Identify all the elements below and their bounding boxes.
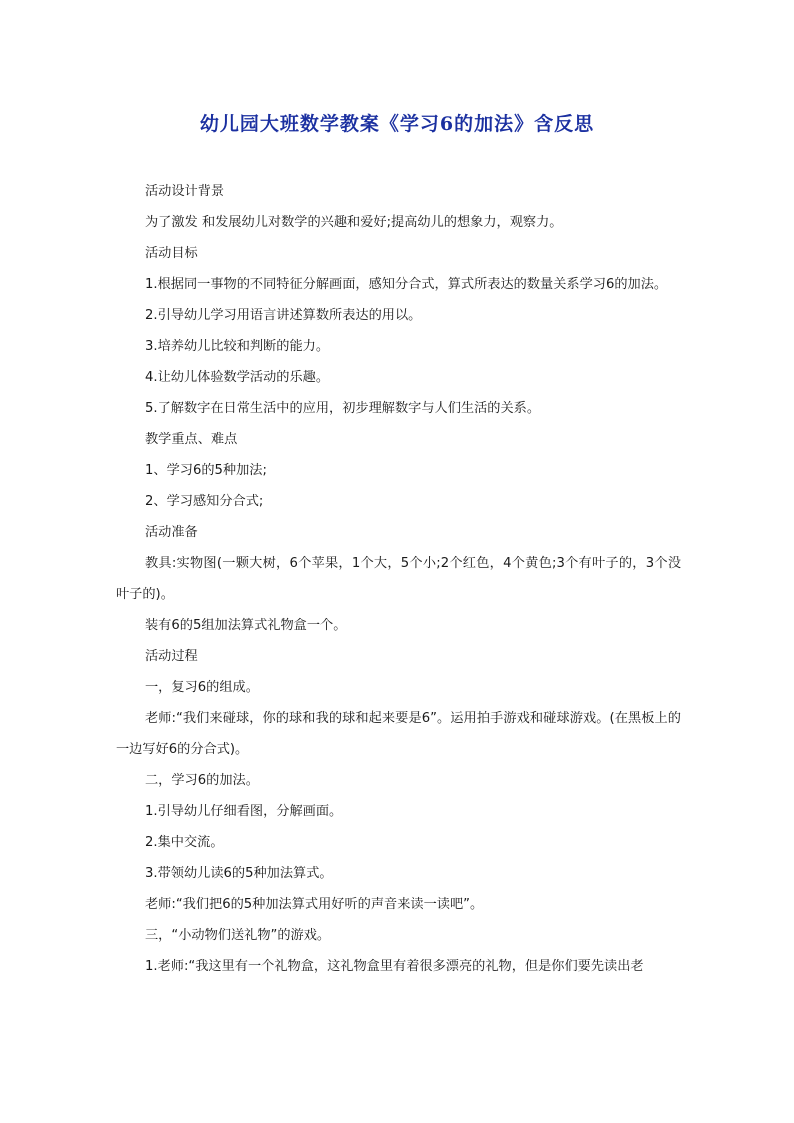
paragraph: 一，复习6的组成。 [145,680,259,695]
paragraph: 3.培养幼儿比较和判断的能力。 [145,339,330,354]
paragraph: 5.了解数字在日常生活中的应用，初步理解数字与人们生活的关系。 [145,401,541,416]
document-title: 幼儿园大班数学教案《学习6的加法》含反思 [199,113,595,135]
paragraph: 活动准备 [145,525,198,540]
paragraph: 二，学习6的加法。 [145,773,259,788]
paragraph: 活动过程 [145,649,198,664]
paragraph: 4.让幼儿体验数学活动的乐趣。 [145,370,330,385]
paragraph: 为了激发 和发展幼儿对数学的兴趣和爱好;提高幼儿的想象力，观察力。 [145,215,563,230]
paragraph: 2.引导幼儿学习用语言讲述算数所表达的用以。 [145,308,422,323]
paragraph: 活动目标 [145,246,198,261]
paragraph: 1.引导幼儿仔细看图，分解画面。 [145,804,343,819]
paragraph: 2.集中交流。 [145,835,224,850]
document-body [116,176,681,982]
paragraph: 1、学习6的5种加法; [145,463,267,478]
paragraph: 1.根据同一事物的不同特征分解画面，感知分合式，算式所表达的数量关系学习6的加法。 [145,277,668,292]
paragraph: 2、学习感知分合式; [145,494,264,509]
paragraph: 教学重点、难点 [145,432,238,447]
paragraph: 活动设计背景 [145,184,225,199]
paragraph: 教具:实物图(一颗大树，6个苹果，1个大，5个小;2个红色，4个黄色;3个有叶子的，3个没叶子的)。 [116,556,681,602]
paragraph: 老师:“我们来碰球，你的球和我的球和起来要是6”。运用拍手游戏和碰球游戏。(在黑板上的一边写好6的分合式)。 [116,711,681,757]
paragraph: 三，“小动物们送礼物”的游戏。 [145,928,331,943]
paragraph: 装有6的5组加法算式礼物盒一个。 [145,618,347,633]
paragraph: 老师:“我们把6的5种加法算式用好听的声音来读一读吧”。 [145,897,484,912]
paragraph: 3.带领幼儿读6的5种加法算式。 [145,866,333,881]
paragraph: 1.老师:“我这里有一个礼物盒，这礼物盒里有着很多漂亮的礼物，但是你们要先读出老 [145,959,644,974]
